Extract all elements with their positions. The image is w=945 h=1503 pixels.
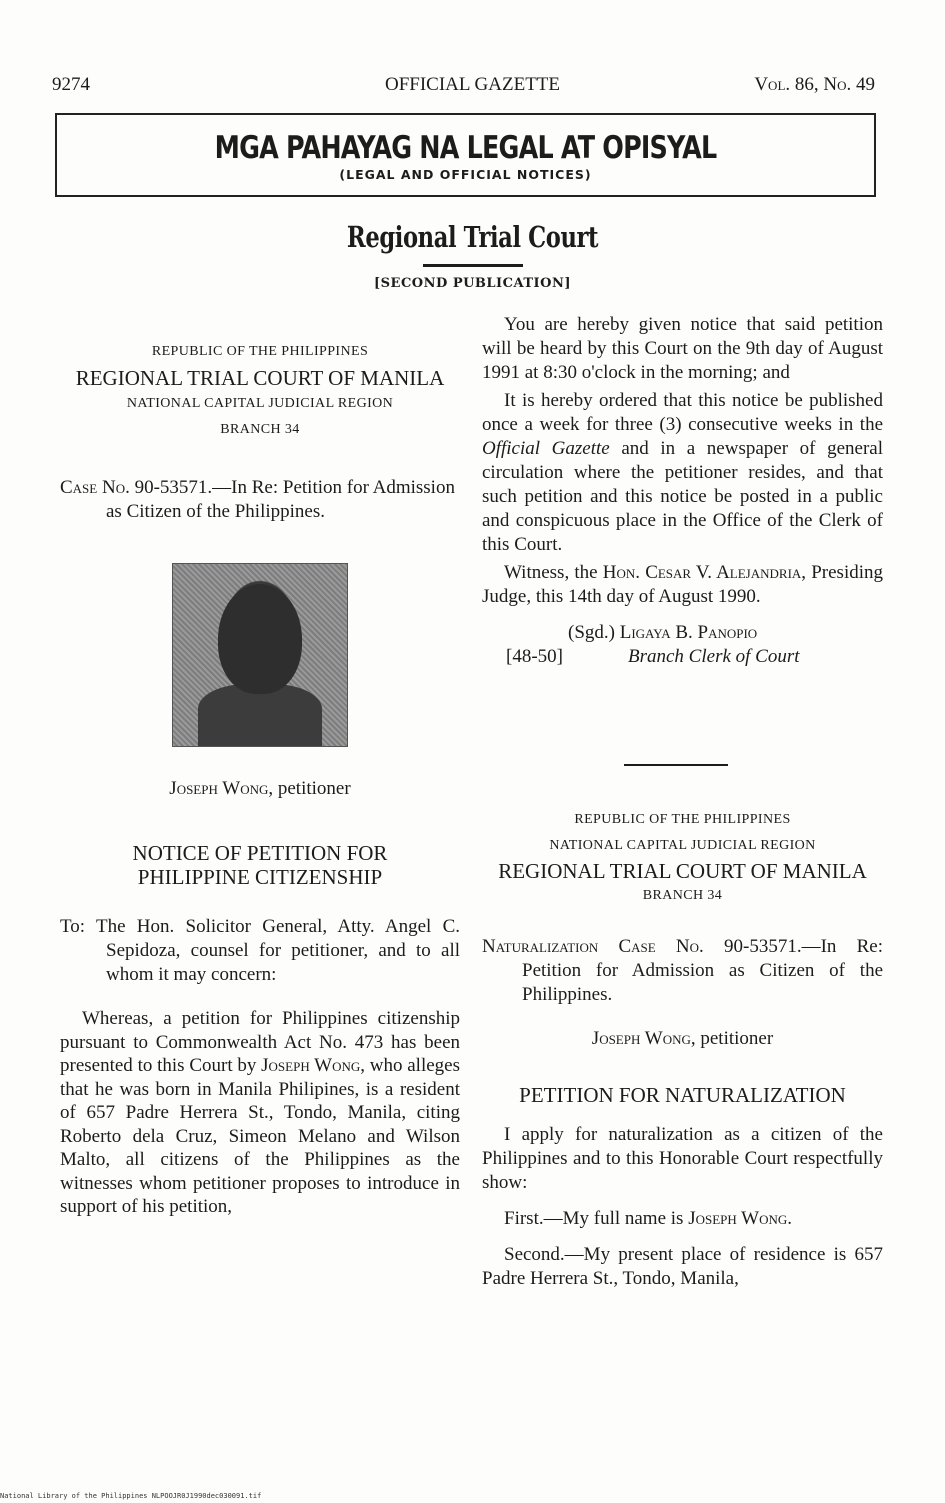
publication-ref: [48-50] [506, 646, 563, 667]
right-petitioner-line [482, 1027, 883, 1051]
notices-banner [55, 113, 876, 197]
petitioner-role: , petitioner [268, 778, 351, 799]
petitioner-line [60, 777, 460, 801]
nat-case-text: 90-53571.—In Re: Petition for Admission as Citizen of the Philippines. [522, 936, 883, 1005]
signatory-title: Branch Clerk of Court [628, 646, 800, 667]
gazette-title: Official Gazette [482, 438, 610, 459]
case-text: 90-53571.—In Re: Petition for Admission as Citizen of the Philippines. [106, 477, 455, 522]
volume-number: Vol. 86, No. 49 [754, 74, 875, 95]
petition-title: PETITION FOR NATURALIZATION [519, 1083, 846, 1107]
banner-subtitle: (LEGAL AND OFFICIAL NOTICES) [339, 167, 592, 182]
whereas-pre: Whereas, a petition for Philippines citizenship pursuant to Commonwealth Act No. 473 has been presented to this Court by [60, 1008, 460, 1076]
petitioner-photo [172, 563, 348, 747]
notice-addressees: To: The Hon. Solicitor General, Atty. Angel C. Sepidoza, counsel for petitioner, and to all whom it may concern: [60, 916, 460, 985]
order-paragraph [482, 389, 883, 557]
left-caption-republic: REPUBLIC OF THE PHILIPPINES [151, 344, 369, 359]
petitioner-name: Joseph Wong [169, 778, 269, 799]
order-pre: It is hereby ordered that this notice be published once a week for three (3) consecutive weeks in the [482, 390, 883, 435]
first-name: Joseph Wong. [688, 1208, 793, 1229]
left-column [60, 340, 460, 524]
left-caption-branch: BRANCH 34 [220, 422, 300, 437]
publication-name: OFFICIAL GAZETTE [384, 74, 561, 95]
archive-footer: National Library of the Philippines NLPOOJR0J1990dec030091.tif [0, 1492, 262, 1500]
right-caption-republic: REPUBLIC OF THE PHILIPPINES [574, 812, 791, 827]
naturalization-case [482, 935, 883, 1007]
signature-title-line [482, 645, 883, 669]
left-column-lower [60, 777, 460, 1219]
notice-title-line2: PHILIPPINE CITIZENSHIP [137, 865, 383, 889]
section-title: Regional Trial Court [346, 220, 599, 254]
signatory-name: Ligaya B. Panopio [619, 622, 758, 643]
right-caption-court: REGIONAL TRIAL COURT OF MANILA [498, 859, 867, 883]
right-petitioner-name: Joseph Wong [591, 1028, 691, 1049]
nat-case-label: Naturalization Case No. [482, 936, 704, 957]
notice-divider [624, 764, 728, 766]
right-caption-branch: BRANCH 34 [642, 888, 723, 903]
whereas-name: Joseph Wong [261, 1055, 361, 1076]
first-paragraph [482, 1207, 883, 1231]
right-column [482, 313, 883, 669]
notice-title-line1: NOTICE OF PETITION FOR [132, 841, 388, 865]
second-paragraph: Second.—My present place of residence is 657 Padre Herrera St., Tondo, Manila, [482, 1244, 883, 1289]
right-petitioner-role: , petitioner [690, 1028, 774, 1049]
witness-paragraph [482, 561, 883, 609]
witness-post: , Presiding Judge, this 14th day of August 1990. [482, 562, 884, 607]
apply-paragraph: I apply for naturalization as a citizen of the Philippines and to this Honorable Court respectfully show: [482, 1124, 883, 1193]
first-pre: First.—My full name is [504, 1208, 689, 1229]
signature-line [482, 621, 883, 645]
case-caption [60, 476, 460, 524]
section-rule [423, 264, 523, 267]
right-column-lower [482, 808, 883, 1291]
banner-title: MGA PAHAYAG NA LEGAL AT OPISYAL [214, 130, 717, 166]
publication-note: [SECOND PUBLICATION] [374, 276, 571, 291]
order-post: and in a newspaper of general circulation where the petitioner resides, and that such petition and this notice be posted in a public and conspicuous place in the Office of the Clerk of this Court. [482, 438, 883, 555]
judge-name: Hon. Cesar V. Alejandria [602, 562, 802, 583]
hearing-paragraph: You are hereby given notice that said petition will be heard by this Court on the 9th day of August 1991 at 8:30 o'clock in the morning; and [482, 314, 883, 383]
sgd-mark: (Sgd.) [568, 622, 615, 643]
left-caption-region: NATIONAL CAPITAL JUDICIAL REGION [126, 396, 394, 411]
case-label: Case No. [60, 477, 130, 498]
whereas-paragraph [60, 1007, 460, 1219]
whereas-post: , who alleges that he was born in Manila Philipines, is a resident of 657 Padre Herrera St., Tondo, Manila, citing Roberto dela Cruz, Simeon Melano and Wilson Malto, all citizens of the Philippines as the witnesses whom petitioner proposes to introduce in support of his petition, [60, 1055, 460, 1217]
right-caption-region: NATIONAL CAPITAL JUDICIAL REGION [549, 838, 816, 853]
photo-head [218, 584, 302, 694]
page-number: 9274 [52, 74, 90, 95]
witness-pre: Witness, the [504, 562, 603, 583]
left-caption-court: REGIONAL TRIAL COURT OF MANILA [75, 366, 445, 390]
